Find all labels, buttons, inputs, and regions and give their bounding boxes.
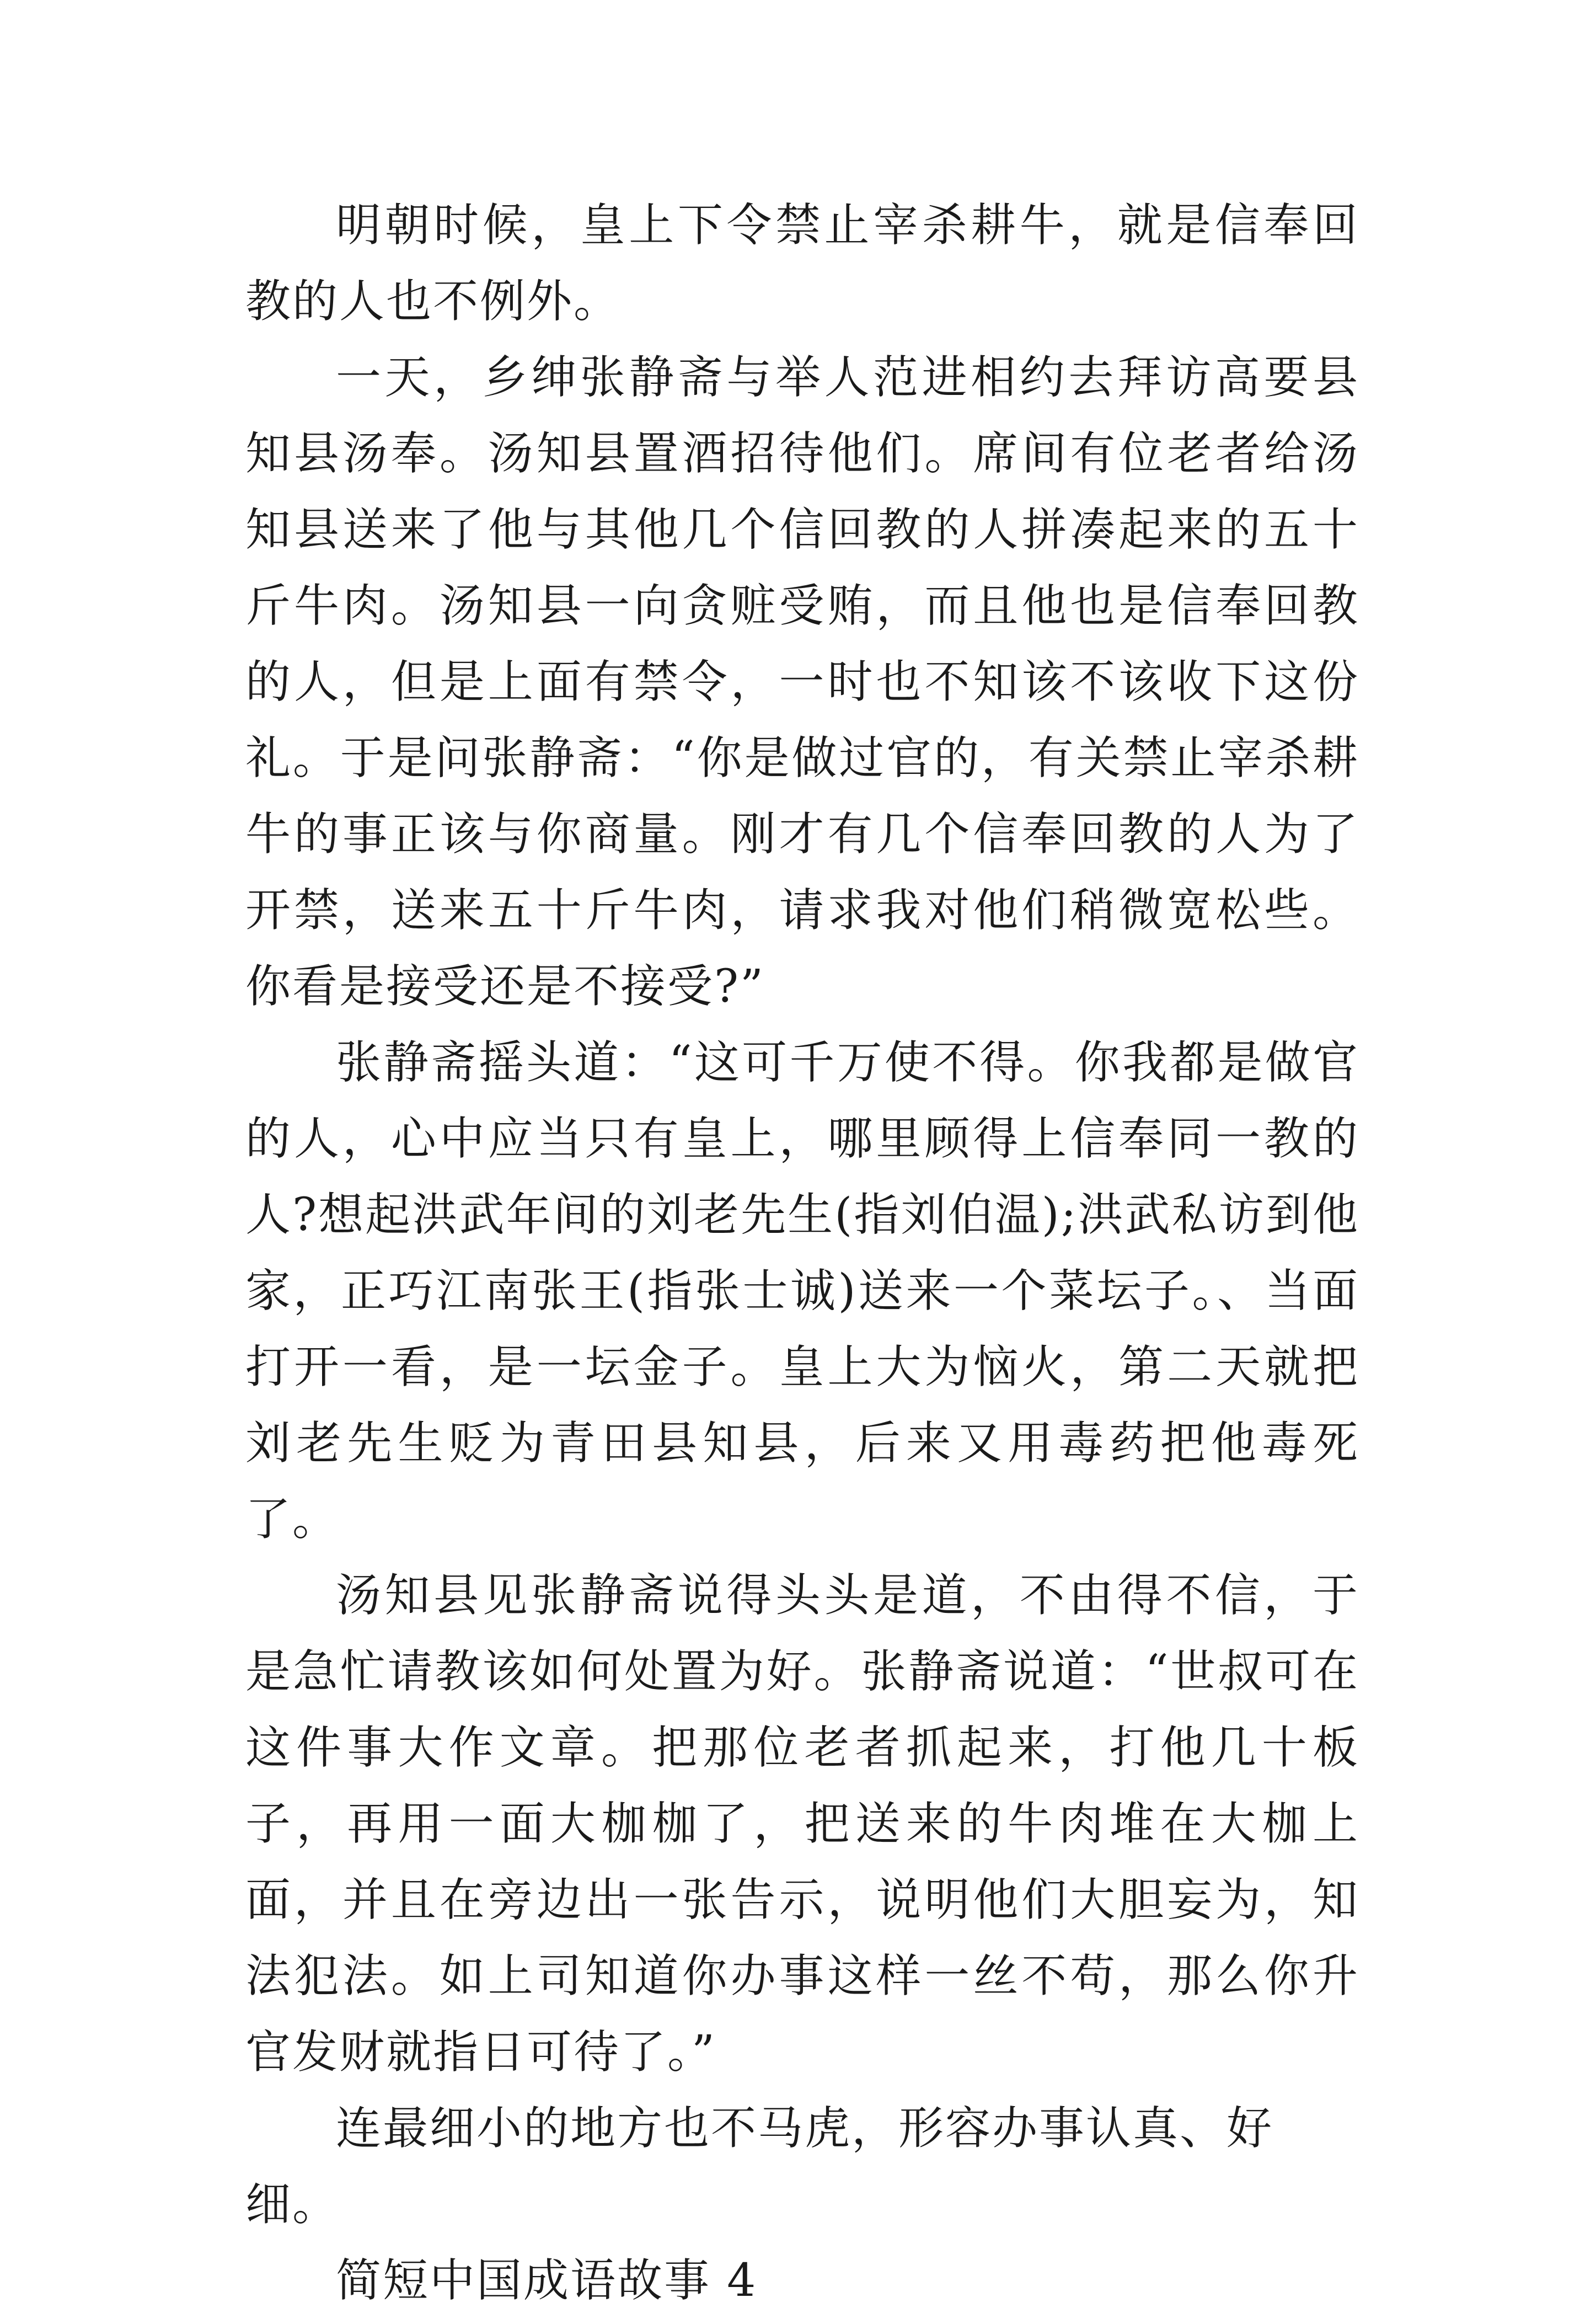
document-body [245, 188, 1359, 2319]
paragraph-4: 汤知县见张静斋说得头头是道，不由得不信，于是急忙请教该如何处置为好。张静斋说道：“世叔可在这件事大作文章。把那位老者抓起来，打他几十板子，再用一面大枷枷了，把送来的牛肉堆在大枷上面，并且在旁边出一张告示，说明他们大胆妄为，知法犯法。如上司知道你办事这样一丝不苟，那么你升官发财就指日可待了。” [245, 1569, 1359, 2078]
paragraph-2: 一天，乡绅张静斋与举人范进相约去拜访高要县知县汤奉。汤知县置酒招待他们。席间有位老者给汤知县送来了他与其他几个信回教的人拼凑起来的五十斤牛肉。汤知县一向贪赃受贿，而且他也是信奉回教的人，但是上面有禁令，一时也不知该不该收下这份礼。于是问张静斋：“你是做过官的，有关禁止宰杀耕牛的事正该与你商量。刚才有几个信奉回教的人为了开禁，送来五十斤牛肉，请求我对他们稍微宽松些。你看是接受还是不接受?” [245, 351, 1359, 1013]
section-heading: 简短中国成语故事 4 [336, 2254, 758, 2307]
paragraph-1: 明朝时候，皇上下令禁止宰杀耕牛，就是信奉回教的人也不例外。 [245, 199, 1359, 328]
paragraph-5: 连最细小的地方也不马虎，形容办事认真、好细。 [245, 2102, 1274, 2231]
paragraph-3: 张静斋摇头道：“这可千万使不得。你我都是做官的人，心中应当只有皇上，哪里顾得上信奉同一教的人?想起洪武年间的刘老先生(指刘伯温);洪武私访到他家，正巧江南张王(指张士诚)送来一个菜坛子。、当面打开一看，是一坛金子。皇上大为恼火，第二天就把刘老先生贬为青田县知县，后来又用毒药把他毒死了。 [245, 1036, 1359, 1546]
